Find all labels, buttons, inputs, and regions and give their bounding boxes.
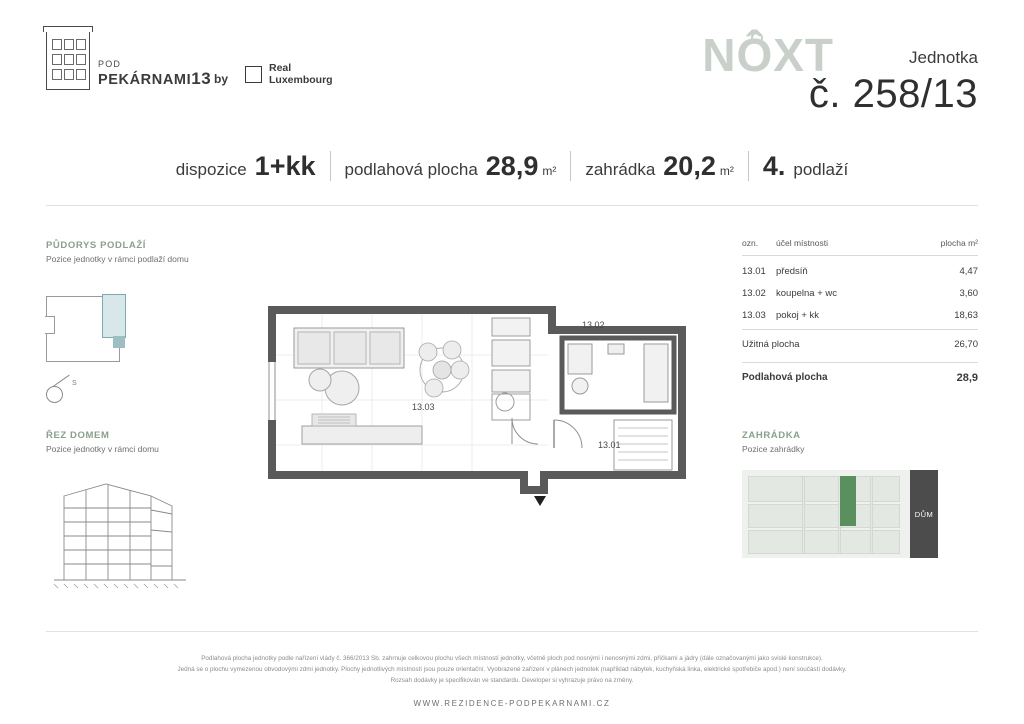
- house-label: DŮM: [910, 470, 938, 558]
- spec-garden-unit: m²: [719, 163, 734, 178]
- compass-needle-icon: [53, 375, 70, 387]
- garden-key-plan: [742, 470, 938, 558]
- table-header-area: plocha m²: [940, 238, 978, 248]
- total-area-row: [742, 363, 978, 384]
- row-name: předsíň: [776, 265, 808, 277]
- sheet-header: [0, 0, 1024, 128]
- garden-divider: [802, 476, 805, 554]
- garden-plot: [748, 530, 900, 554]
- row-area: 3,60: [959, 287, 978, 299]
- garden-plot: [748, 476, 900, 502]
- table-row: [742, 304, 978, 326]
- compass: [46, 380, 86, 408]
- table-header-row: [742, 238, 978, 256]
- usable-area-label: Užitná plocha: [742, 339, 800, 350]
- spec-dispozice-label: dispozice: [175, 159, 247, 179]
- spec-floor-area-label: podlahová plocha: [344, 159, 478, 179]
- floor-position-title: PŮDORYS PODLAŽÍ: [46, 240, 146, 251]
- total-area-label: Podlahová plocha: [742, 372, 828, 383]
- floor-position-sub: Pozice jednotky v rámci podlaží domu: [46, 254, 189, 264]
- row-name: koupelna + wc: [776, 287, 837, 299]
- garden-plot: [748, 504, 900, 528]
- svg-text:13.03: 13.03: [412, 402, 435, 412]
- section-title: ŘEZ DOMEM: [46, 430, 110, 441]
- spec-bar: [0, 140, 1024, 192]
- room-table: [742, 238, 978, 384]
- compass-north-label: S: [72, 380, 77, 387]
- unit-highlight-secondary: [113, 336, 125, 348]
- bottom-divider: [46, 631, 978, 632]
- table-header-purpose: účel místnosti: [776, 238, 828, 248]
- building-section-diagram: [46, 480, 196, 596]
- garden-sub: Pozice zahrádky: [742, 444, 805, 454]
- spec-floor-area: [331, 151, 571, 182]
- unit-label: Jednotka: [909, 48, 978, 67]
- spec-dispozice: [162, 151, 330, 182]
- garden-title: ZAHRÁDKA: [742, 430, 801, 441]
- row-name: pokoj + kk: [776, 309, 820, 321]
- row-area: 4,47: [959, 265, 978, 277]
- floor-notch: [45, 316, 55, 334]
- by-word: by: [214, 72, 229, 86]
- partner-logo-text: Real Luxembourg: [269, 62, 333, 87]
- top-divider: [46, 205, 978, 206]
- logo-number: 13: [191, 68, 212, 88]
- spec-garden-value: 20,2: [663, 150, 716, 181]
- total-area-value: 28,9: [956, 372, 978, 384]
- spec-floor-label: podlaží: [793, 159, 849, 179]
- developer-logo: [46, 30, 211, 90]
- floor-key-plan: [46, 290, 132, 372]
- section-block: [46, 430, 246, 596]
- logo-pekarnami: PEKÁRNAMI13: [98, 68, 212, 88]
- unit-floorplan: [262, 300, 702, 530]
- row-code: 13.01: [742, 265, 766, 277]
- garden-divider: [870, 476, 873, 554]
- spec-floor-value: 4.: [762, 150, 786, 181]
- spec-garden-label: zahrádka: [585, 159, 656, 179]
- project-logo-o: Ô: [736, 29, 774, 81]
- table-row: [742, 282, 978, 304]
- unit-highlight: [102, 294, 126, 338]
- spec-dispozice-value: 1+kk: [254, 150, 316, 181]
- spec-floor-area-unit: m²: [542, 163, 557, 178]
- disclaimer-line-3: Rozsah dodávky je specifikován ve standardu. Developer si vyhrazuje právo na změny.: [390, 676, 634, 684]
- disclaimer-line-1: Podlahová plocha jednotky podle nařízení vlády č. 366/2013 Sb. zahrnuje celkovou plochu všech místností jednotky, včetně ploch pod nosnými i nenosnými zdmi, příčkami a jádry (dále označovanými jako svislé konstrukce).: [201, 654, 823, 662]
- row-area: 18,63: [954, 309, 978, 321]
- garden-highlight: [840, 476, 856, 526]
- garden-block: [742, 430, 978, 558]
- row-code: 13.03: [742, 309, 766, 321]
- compass-circle-icon: [46, 386, 63, 403]
- building-icon: [46, 30, 90, 90]
- spec-floor: [749, 151, 862, 182]
- section-sub: Pozice jednotky v rámci domu: [46, 444, 159, 454]
- website-url[interactable]: WWW.REZIDENCE-PODPEKARNAMI.CZ: [413, 699, 611, 708]
- project-logo: NÔXT: [702, 29, 834, 81]
- svg-text:13.01: 13.01: [598, 440, 621, 450]
- svg-text:13.02: 13.02: [582, 320, 605, 330]
- row-code: 13.02: [742, 287, 766, 299]
- usable-area-value: 26,70: [954, 339, 978, 350]
- spec-floor-area-value: 28,9: [485, 150, 539, 181]
- table-header-code: ozn.: [742, 238, 759, 248]
- square-icon: [245, 66, 262, 83]
- developer-logo-text: [98, 60, 211, 90]
- usable-area-row: [742, 330, 978, 359]
- unit-floorplan-svg: [262, 300, 702, 530]
- partner-logo: [245, 62, 333, 87]
- unit-number: č. 258/13: [808, 72, 978, 116]
- spec-garden: [571, 151, 748, 182]
- floor-position-block: [46, 240, 246, 408]
- logo-pod: POD: [98, 59, 122, 70]
- building-section-svg: [46, 480, 196, 596]
- disclaimer-line-2: Jedná se o plochu vymezenou obvodovými zdmi jednotky. Plochy jednotlivých místností jsou pouze orientační. Vyobrazené zařízení v plánech jednotek (například nábytek, kuchyňská linka, elektrické spotřebiče apod.) není součástí dodávky.: [177, 665, 847, 673]
- disclaimer: [46, 653, 978, 686]
- table-row: [742, 260, 978, 282]
